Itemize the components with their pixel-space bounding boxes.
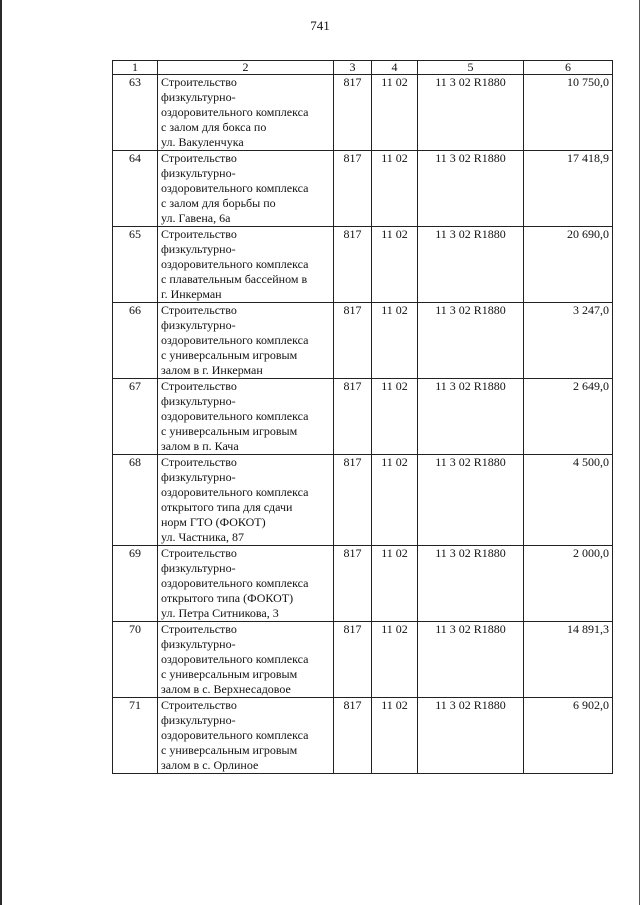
row-number: 70 — [113, 622, 158, 698]
row-amount: 20 690,0 — [524, 227, 613, 303]
table-row — [113, 698, 613, 774]
row-target: 11 3 02 R1880 — [418, 455, 524, 546]
row-number: 63 — [113, 75, 158, 151]
table-body — [113, 75, 613, 774]
table-row — [113, 151, 613, 227]
row-name: Строительство физкультурно- оздоровительного комплекса открытого типа для сдачи норм ГТО (ФОКОТ) ул. Частника, 87 — [158, 455, 334, 546]
budget-table — [112, 60, 613, 774]
row-grbs: 817 — [334, 303, 372, 379]
table-row — [113, 303, 613, 379]
table-row — [113, 622, 613, 698]
row-number: 64 — [113, 151, 158, 227]
row-number: 71 — [113, 698, 158, 774]
row-name: Строительство физкультурно- оздоровительного комплекса с плавательным бассейном в г. Инкерман — [158, 227, 334, 303]
row-number: 69 — [113, 546, 158, 622]
table-row — [113, 546, 613, 622]
table-header — [113, 61, 613, 75]
header-col-6: 6 — [524, 61, 613, 75]
row-grbs: 817 — [334, 622, 372, 698]
row-section: 11 02 — [372, 546, 418, 622]
row-grbs: 817 — [334, 227, 372, 303]
row-target: 11 3 02 R1880 — [418, 75, 524, 151]
row-target: 11 3 02 R1880 — [418, 151, 524, 227]
page-number: 741 — [310, 18, 330, 33]
row-amount: 6 902,0 — [524, 698, 613, 774]
row-amount: 14 891,3 — [524, 622, 613, 698]
row-grbs: 817 — [334, 151, 372, 227]
row-name: Строительство физкультурно- оздоровительного комплекса с залом для борьбы по ул. Гавена, 6а — [158, 151, 334, 227]
row-section: 11 02 — [372, 75, 418, 151]
row-name: Строительство физкультурно- оздоровительного комплекса с универсальным игровым залом в г. Инкерман — [158, 303, 334, 379]
header-col-5: 5 — [418, 61, 524, 75]
row-name: Строительство физкультурно- оздоровительного комплекса с универсальным игровым залом в с. Орлиное — [158, 698, 334, 774]
row-section: 11 02 — [372, 303, 418, 379]
row-target: 11 3 02 R1880 — [418, 622, 524, 698]
row-grbs: 817 — [334, 546, 372, 622]
row-grbs: 817 — [334, 379, 372, 455]
row-section: 11 02 — [372, 698, 418, 774]
header-col-1: 1 — [113, 61, 158, 75]
row-amount: 2 000,0 — [524, 546, 613, 622]
row-section: 11 02 — [372, 455, 418, 546]
table-row — [113, 75, 613, 151]
row-target: 11 3 02 R1880 — [418, 698, 524, 774]
row-amount: 17 418,9 — [524, 151, 613, 227]
row-target: 11 3 02 R1880 — [418, 303, 524, 379]
row-target: 11 3 02 R1880 — [418, 546, 524, 622]
table-row — [113, 455, 613, 546]
row-amount: 4 500,0 — [524, 455, 613, 546]
table-row — [113, 379, 613, 455]
header-row — [113, 61, 613, 75]
row-grbs: 817 — [334, 75, 372, 151]
table-row — [113, 227, 613, 303]
row-name: Строительство физкультурно- оздоровительного комплекса открытого типа (ФОКОТ) ул. Петра Ситникова, 3 — [158, 546, 334, 622]
row-amount: 2 649,0 — [524, 379, 613, 455]
scan-edge-left — [0, 0, 2, 905]
row-amount: 3 247,0 — [524, 303, 613, 379]
row-name: Строительство физкультурно- оздоровительного комплекса с залом для бокса по ул. Вакуленчука — [158, 75, 334, 151]
row-section: 11 02 — [372, 227, 418, 303]
row-section: 11 02 — [372, 622, 418, 698]
row-name: Строительство физкультурно- оздоровительного комплекса с универсальным игровым залом в с. Верхнесадовое — [158, 622, 334, 698]
row-grbs: 817 — [334, 455, 372, 546]
row-section: 11 02 — [372, 151, 418, 227]
row-name: Строительство физкультурно- оздоровительного комплекса с универсальным игровым залом в п. Кача — [158, 379, 334, 455]
row-number: 66 — [113, 303, 158, 379]
row-section: 11 02 — [372, 379, 418, 455]
row-target: 11 3 02 R1880 — [418, 379, 524, 455]
row-number: 68 — [113, 455, 158, 546]
header-col-4: 4 — [372, 61, 418, 75]
row-amount: 10 750,0 — [524, 75, 613, 151]
row-target: 11 3 02 R1880 — [418, 227, 524, 303]
row-grbs: 817 — [334, 698, 372, 774]
header-col-3: 3 — [334, 61, 372, 75]
header-col-2: 2 — [158, 61, 334, 75]
row-number: 67 — [113, 379, 158, 455]
row-number: 65 — [113, 227, 158, 303]
